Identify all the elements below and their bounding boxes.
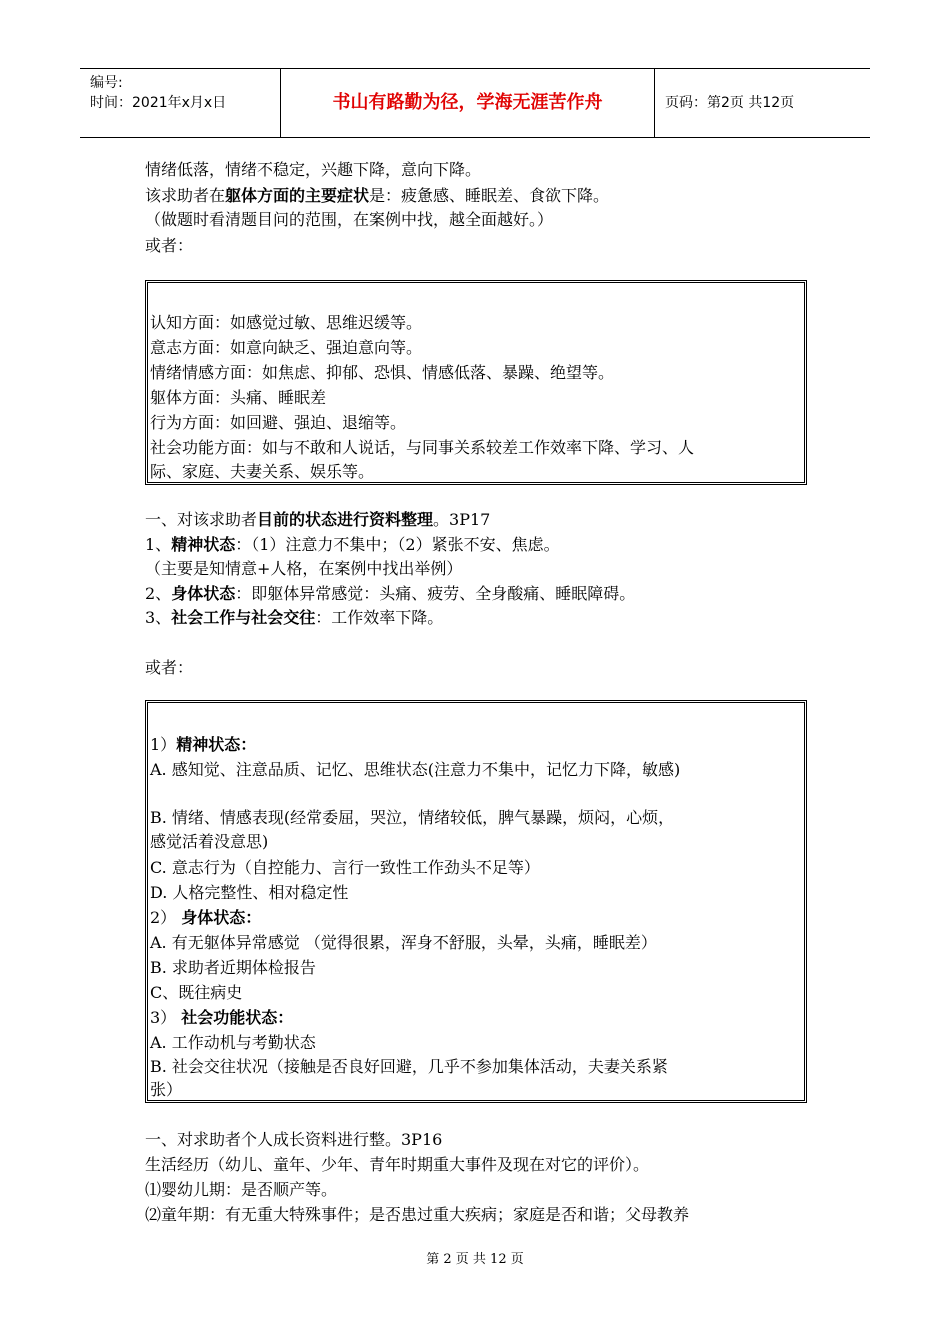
box-line: 际、家庭、夫妻关系、娱乐等。 — [150, 462, 375, 481]
note-line: （主要是知情意+人格，在案例中找出举例） — [145, 559, 463, 578]
box-line: 意志方面：如意向缺乏、强迫意向等。 — [150, 338, 423, 357]
list-item: 2、身体状态：即躯体异常感觉：头痛、疲劳、全身酸痛、睡眠障碍。 — [145, 584, 636, 603]
text-line: 情绪低落，情绪不稳定，兴趣下降，意向下降。 — [145, 160, 482, 179]
or-line: 或者： — [145, 658, 194, 677]
box-line: 感觉活着没意思) — [150, 832, 269, 851]
text-line: 生活经历（幼儿、童年、少年、青年时期重大事件及现在对它的评价）。 — [145, 1155, 650, 1174]
page-header — [80, 68, 870, 138]
header-motto: 书山有路勤为径，学海无涯苦作舟 — [280, 69, 655, 137]
status-box — [145, 700, 807, 1103]
number-label: 编号: — [90, 75, 123, 91]
page-number-label: 页码：第2页 共12页 — [665, 95, 795, 111]
box-line: 张） — [150, 1080, 183, 1099]
box-line: A. 工作动机与考勤状态 — [150, 1033, 316, 1052]
box-heading: 3） 社会功能状态： — [150, 1008, 294, 1027]
box-line: D. 人格完整性、相对稳定性 — [150, 883, 349, 902]
text-line: 该求助者在躯体方面的主要症状是：疲惫感、睡眠差、食欲下降。 — [145, 186, 610, 205]
box-line: 情绪情感方面：如焦虑、抑郁、恐惧、情感低落、暴躁、绝望等。 — [150, 363, 615, 382]
box-line: 躯体方面：头痛、睡眠差 — [150, 388, 327, 407]
box-line: B. 社会交往状况（接触是否良好回避，几乎不参加集体活动，夫妻关系紧 — [150, 1057, 668, 1076]
box-line: C、既往病史 — [150, 983, 243, 1002]
box-line: A. 有无躯体异常感觉 （觉得很累，浑身不舒服，头晕，头痛，睡眠差） — [150, 933, 657, 952]
box-line: B. 求助者近期体检报告 — [150, 958, 316, 977]
symptom-box — [145, 280, 807, 485]
box-heading: 1）精神状态： — [150, 735, 257, 754]
box-line: B. 情绪、情感表现(经常委屈，哭泣，情绪较低，脾气暴躁，烦闷，心烦， — [150, 808, 675, 827]
box-line: A. 感知觉、注意品质、记忆、思维状态(注意力不集中，记忆力下降，敏感) — [150, 760, 681, 779]
list-item: ⑴婴幼儿期：是否顺产等。 — [145, 1180, 338, 1199]
or-line: 或者： — [145, 236, 194, 255]
box-line: 认知方面：如感觉过敏、思维迟缓等。 — [150, 313, 423, 332]
section-title: 一、对求助者个人成长资料进行整。3P16 — [145, 1130, 443, 1149]
note-line: （做题时看清题目问的范围，在案例中找，越全面越好。） — [145, 210, 554, 229]
box-line: C. 意志行为（自控能力、言行一致性工作劲头不足等） — [150, 858, 540, 877]
list-item: 1、精神状态：（1）注意力不集中；（2）紧张不安、焦虑。 — [145, 535, 560, 554]
box-line: 社会功能方面：如与不敢和人说话，与同事关系较差工作效率下降、学习、人 — [150, 438, 695, 457]
list-item: ⑵童年期：有无重大特殊事件；是否患过重大疾病；家庭是否和谐；父母教养 — [145, 1205, 690, 1224]
time-label: 时间：2021年x月x日 — [90, 95, 227, 111]
box-heading: 2） 身体状态： — [150, 908, 262, 927]
section-title: 一、对该求助者目前的状态进行资料整理。3P17 — [145, 510, 491, 529]
page-footer: 第 2 页 共 12 页 — [426, 1252, 524, 1267]
header-info — [80, 69, 280, 137]
box-line: 行为方面：如回避、强迫、退缩等。 — [150, 413, 407, 432]
list-item: 3、社会工作与社会交往：工作效率下降。 — [145, 608, 444, 627]
